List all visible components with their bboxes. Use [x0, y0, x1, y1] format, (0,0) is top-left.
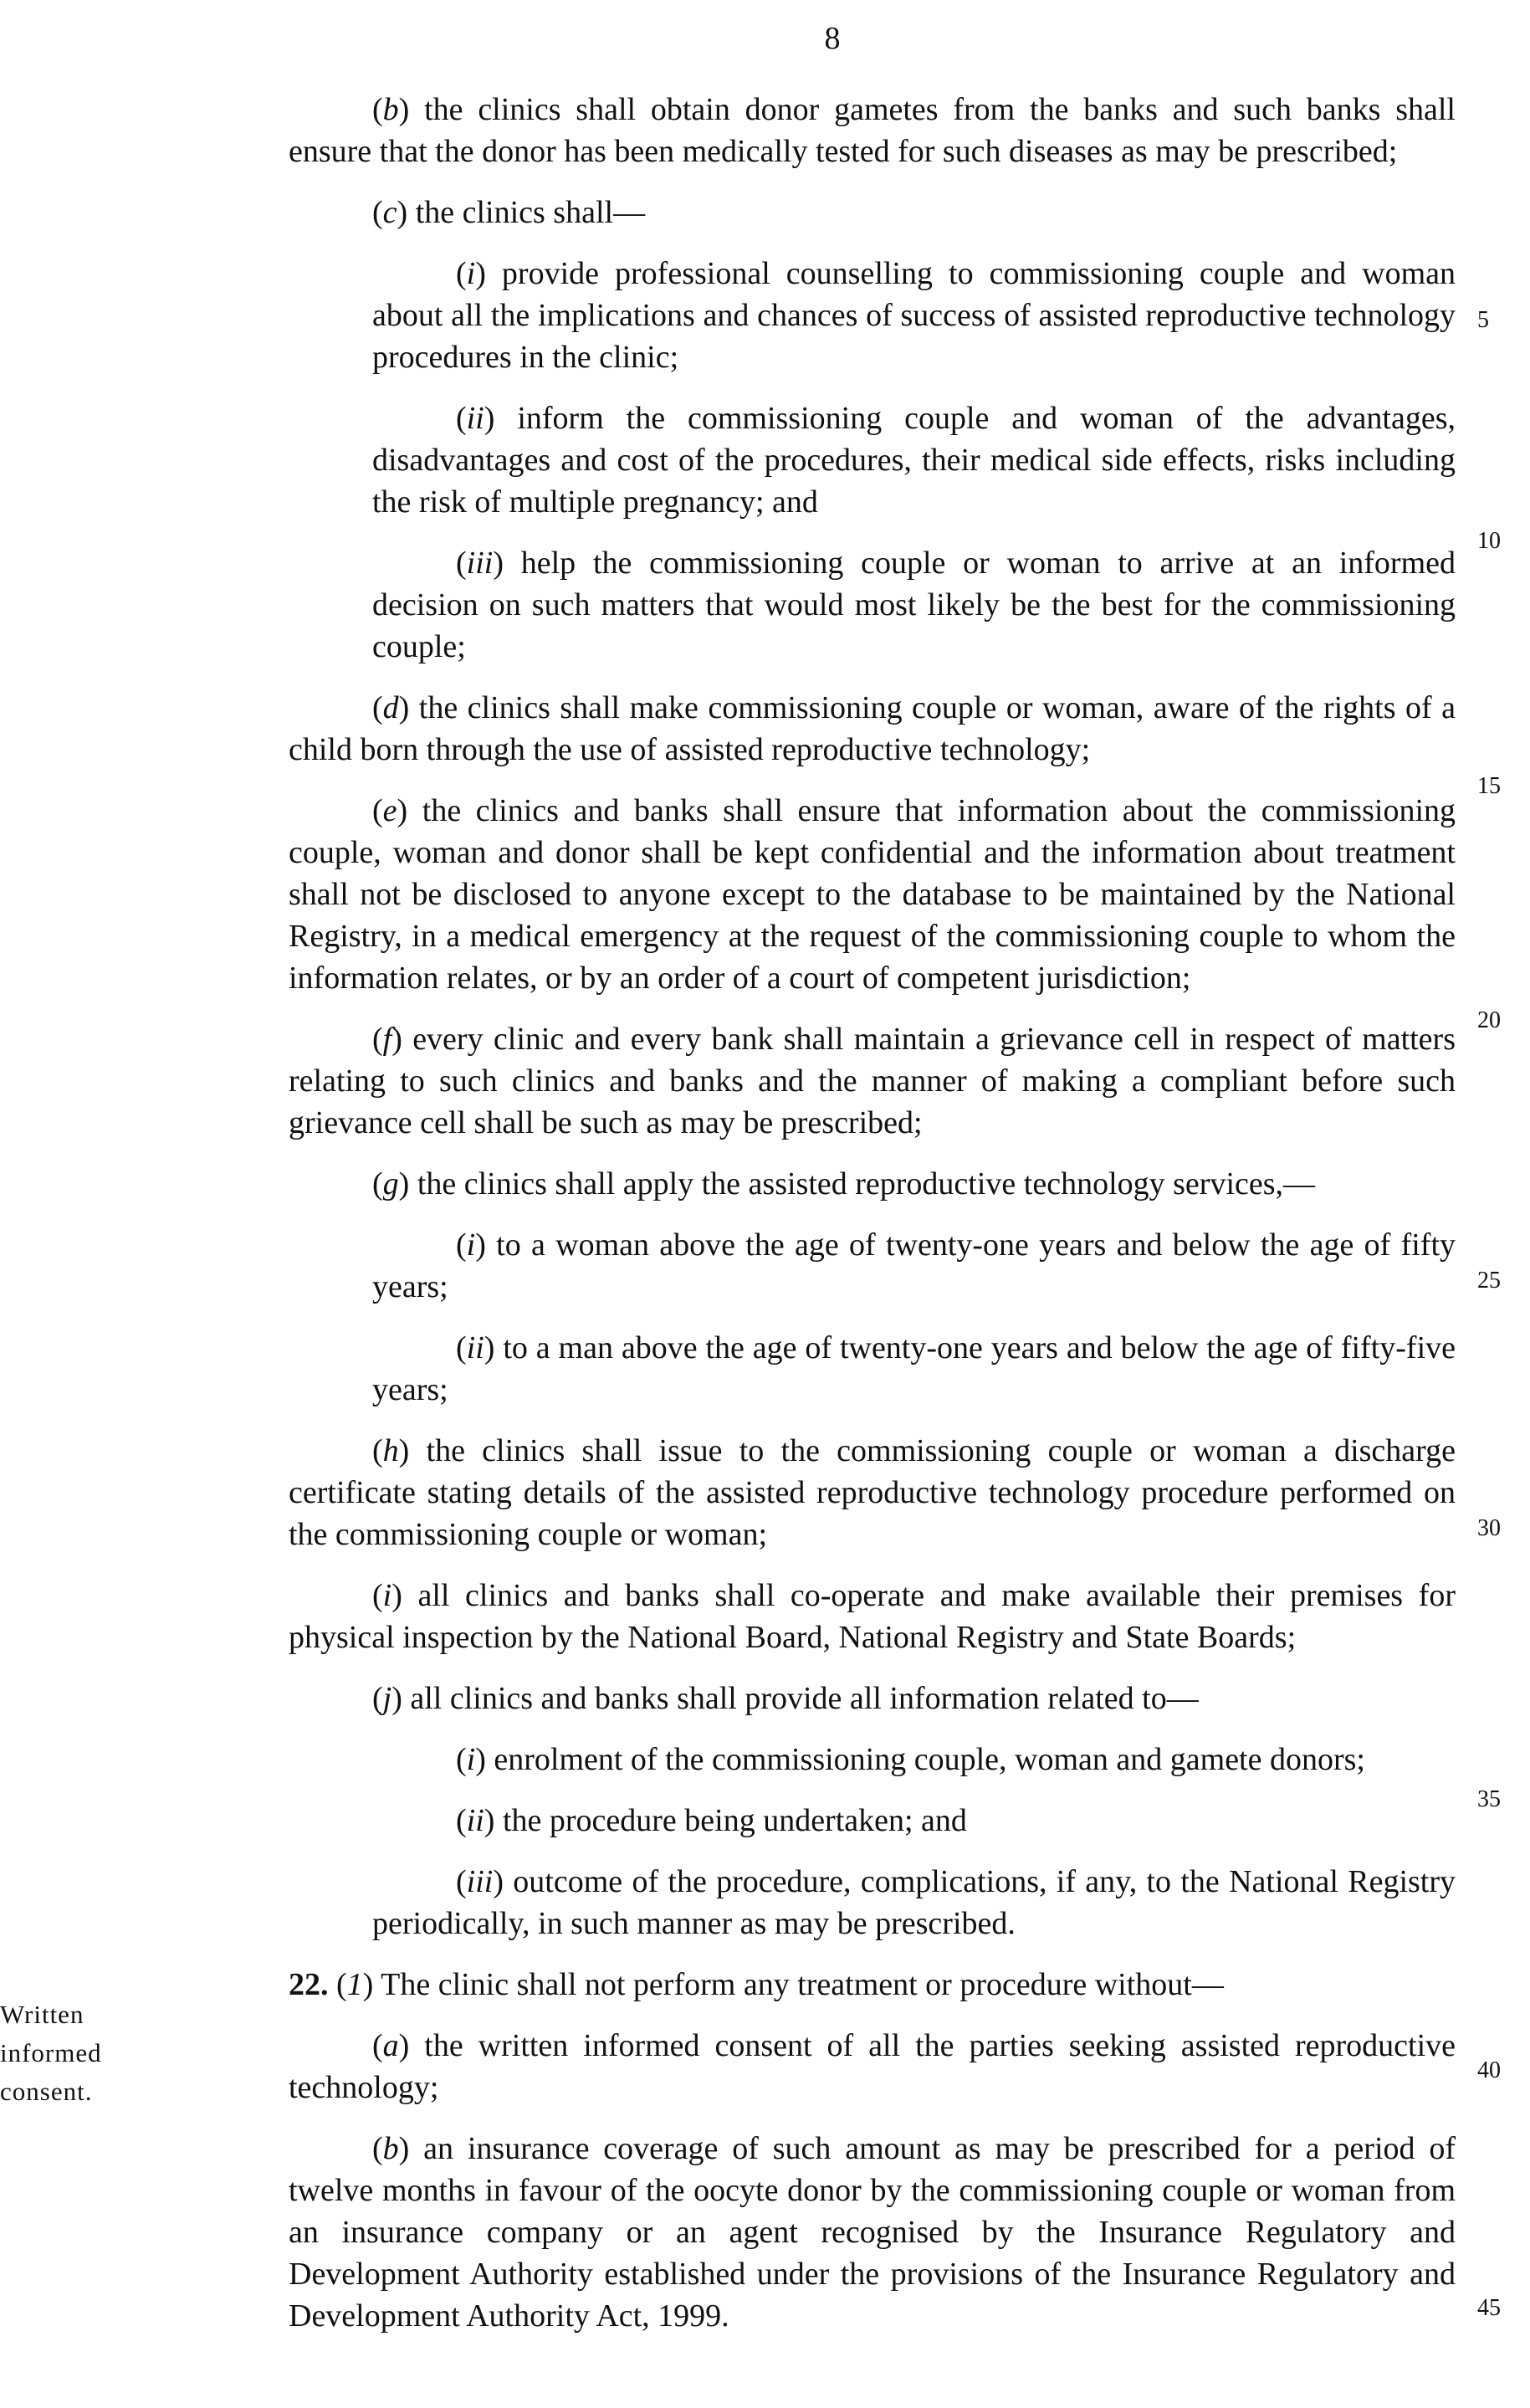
margin-note-line: consent.: [0, 2077, 93, 2106]
clause-marker: ii: [466, 1330, 484, 1365]
clause-d: (d) the clinics shall make commissioning couple or woman, aware of the rights of a child born through the use of assisted reproductive technology;: [289, 690, 1456, 767]
subclause-j-ii: (ii) the procedure being undertaken; and: [456, 1803, 967, 1838]
clause-text: the clinics shall make commissioning couple or woman, aware of the rights of a child born through the use of assisted reproductive technology;: [289, 690, 1456, 767]
clause-text: all clinics and banks shall co-operate and make available their premises for physical inspection by the National Board, National Registry and State Boards;: [289, 1578, 1456, 1655]
clause-marker: 1: [346, 1967, 363, 2002]
clause-text: all clinics and banks shall provide all information related to—: [402, 1681, 1199, 1716]
line-number: 10: [1477, 528, 1501, 554]
margin-note: [0, 1996, 125, 2111]
margin-note-line: Written: [0, 2000, 84, 2029]
subclause-j-i: (i) enrolment of the commissioning couple, woman and gamete donors;: [456, 1742, 1365, 1777]
clause-text: the procedure being undertaken; and: [494, 1803, 967, 1838]
line-number: 35: [1477, 1786, 1501, 1812]
body-text: [289, 89, 1456, 2356]
clause-f: (f) every clinic and every bank shall maintain a grievance cell in respect of matters relating to such clinics and banks and the manner of making a compliant before such grievance cell shall be such as may be prescribed;: [289, 1022, 1456, 1140]
clause-22-b: (b) an insurance coverage of such amount as may be prescribed for a period of twelve months in favour of the oocyte donor by the commissioning couple or woman from an insurance company or an agent recognised by the Insurance Regulatory and Development Authority established under the provisions of the Insurance Regulatory and Development Authority Act, 1999.: [289, 2131, 1456, 2334]
clause-marker: iii: [466, 546, 494, 581]
clause-marker: i: [466, 256, 476, 291]
clause-text: the clinics shall—: [407, 195, 646, 230]
clause-i: (i) all clinics and banks shall co-operate and make available their premises for physical inspection by the National Board, National Registry and State Boards;: [289, 1578, 1456, 1655]
clause-marker: ii: [466, 401, 484, 436]
line-number: 20: [1477, 1007, 1501, 1033]
clause-text: inform the commissioning couple and woman of the advantages, disadvantages and cost of the procedures, their medical side effects, risks including the risk of multiple pregnancy; and: [372, 401, 1456, 520]
margin-note-line: informed: [0, 2038, 102, 2067]
clause-marker: c: [382, 195, 397, 230]
clause-text: the clinics shall issue to the commissioning couple or woman a discharge certificate stating details of the assisted reproductive technology procedure performed on the commissioning couple or woman;: [289, 1433, 1456, 1552]
clause-marker: f: [382, 1022, 392, 1057]
subclause-c-i: (i) provide professional counselling to commissioning couple and woman about all the implications and chances of success of assisted reproductive technology procedures in the clinic;: [372, 256, 1456, 375]
clause-text: to a man above the age of twenty-one years and below the age of fifty-five years;: [372, 1330, 1456, 1407]
clause-marker: b: [382, 2131, 399, 2166]
clause-marker: a: [382, 2028, 399, 2063]
clause-marker: i: [382, 1578, 392, 1613]
subclause-c-iii: (iii) help the commissioning couple or woman to arrive at an informed decision on such matters that would most likely be the best for the commissioning couple;: [372, 546, 1456, 664]
clause-h: (h) the clinics shall issue to the commissioning couple or woman a discharge certificate stating details of the assisted reproductive technology procedure performed on the commissioning couple or woman;: [289, 1433, 1456, 1552]
line-number: 5: [1477, 307, 1489, 333]
section-22-1: 22. (1) The clinic shall not perform any treatment or procedure without—: [289, 1967, 1224, 2002]
clause-marker: i: [466, 1227, 476, 1263]
clause-text: to a woman above the age of twenty-one years and below the age of fifty years;: [372, 1227, 1456, 1304]
subclause-g-ii: (ii) to a man above the age of twenty-one years and below the age of fifty-five years;: [372, 1330, 1456, 1407]
clause-marker: e: [382, 793, 397, 828]
line-number: 40: [1477, 2057, 1501, 2083]
clause-text: the clinics and banks shall ensure that information about the commissioning couple, woman and donor shall be kept confidential and the information about treatment shall not be disclosed to anyone except to the database to be maintained by the National Registry, in a medical emergency at the request of the commissioning couple to whom the information relates, or by an order of a court of competent jurisdiction;: [289, 793, 1456, 996]
clause-marker: j: [382, 1681, 392, 1716]
clause-text: The clinic shall not perform any treatment or procedure without—: [373, 1967, 1224, 2002]
clause-j: (j) all clinics and banks shall provide all information related to—: [372, 1681, 1199, 1716]
clause-text: an insurance coverage of such amount as may be prescribed for a period of twelve months in favour of the oocyte donor by the commissioning couple or woman from an insurance company or an agent recognised by the Insurance Regulatory and Development Authority established under the provisions of the Insurance Regulatory and Development Authority Act, 1999.: [289, 2131, 1456, 2334]
line-number: 25: [1477, 1268, 1501, 1294]
line-number: 45: [1477, 2295, 1501, 2321]
line-number: 15: [1477, 773, 1501, 799]
clause-text: the clinics shall obtain donor gametes from the banks and such banks shall ensure that the donor has been medically tested for such diseases as may be prescribed;: [289, 92, 1456, 169]
clause-text: the clinics shall apply the assisted reproductive technology services,—: [409, 1166, 1316, 1201]
clause-marker: g: [382, 1166, 399, 1201]
clause-22-a: (a) the written informed consent of all the parties seeking assisted reproductive technology;: [289, 2028, 1456, 2105]
clause-c: (c) the clinics shall—: [372, 195, 646, 230]
clause-marker: i: [466, 1742, 476, 1777]
clause-marker: iii: [466, 1864, 494, 1899]
clause-marker: b: [382, 92, 399, 127]
clause-text: provide professional counselling to commissioning couple and woman about all the implications and chances of success of assisted reproductive technology procedures in the clinic;: [372, 256, 1456, 375]
section-number: 22.: [289, 1967, 329, 2002]
clause-marker: d: [382, 690, 399, 725]
clause-text: help the commissioning couple or woman to arrive at an informed decision on such matters that would most likely be the best for the commissioning couple;: [372, 546, 1456, 664]
clause-text: outcome of the procedure, complications, if any, to the National Registry periodically, in such manner as may be prescribed.: [372, 1864, 1456, 1941]
clause-text: the written informed consent of all the parties seeking assisted reproductive technology;: [289, 2028, 1456, 2105]
clause-g: (g) the clinics shall apply the assisted reproductive technology services,—: [372, 1166, 1316, 1201]
line-number: 30: [1477, 1515, 1501, 1541]
subclause-j-iii: (iii) outcome of the procedure, complications, if any, to the National Registry periodically, in such manner as may be prescribed.: [372, 1864, 1456, 1941]
clause-e: (e) the clinics and banks shall ensure that information about the commissioning couple, woman and donor shall be kept confidential and the information about treatment shall not be disclosed to anyone except to the database to be maintained by the National Registry, in a medical emergency at the request of the commissioning couple to whom the information relates, or by an order of a court of competent jurisdiction;: [289, 793, 1456, 996]
subclause-g-i: (i) to a woman above the age of twenty-one years and below the age of fifty years;: [372, 1227, 1456, 1304]
subclause-c-ii: (ii) inform the commissioning couple and woman of the advantages, disadvantages and cost of the procedures, their medical side effects, risks including the risk of multiple pregnancy; and: [372, 401, 1456, 520]
page-number: 8: [824, 21, 841, 56]
clause-text: enrolment of the commissioning couple, woman and gamete donors;: [485, 1742, 1365, 1777]
clause-b: (b) the clinics shall obtain donor gametes from the banks and such banks shall ensure that the donor has been medically tested for such diseases as may be prescribed;: [289, 92, 1456, 169]
clause-marker: h: [382, 1433, 399, 1468]
clause-text: every clinic and every bank shall maintain a grievance cell in respect of matters relating to such clinics and banks and the manner of making a compliant before such grievance cell shall be such as may be prescribed;: [289, 1022, 1456, 1140]
clause-marker: ii: [466, 1803, 484, 1838]
